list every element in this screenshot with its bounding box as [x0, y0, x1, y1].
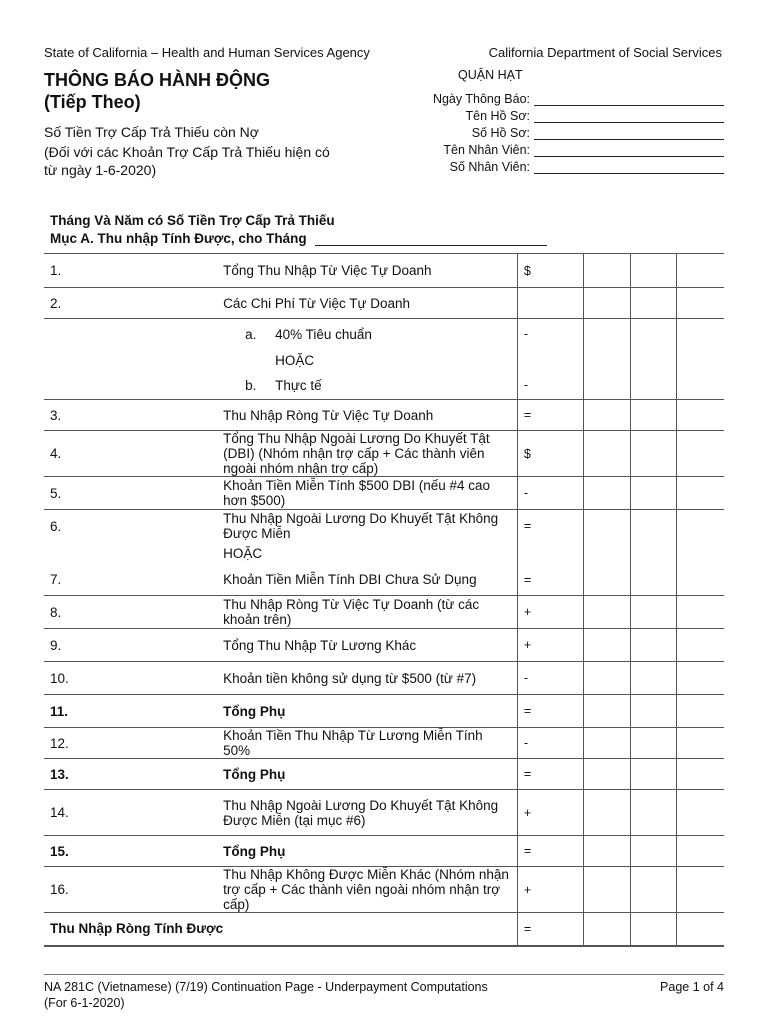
row-operator-cell[interactable] [517, 728, 583, 759]
case-number-field[interactable] [472, 123, 724, 140]
row-number-cell [44, 867, 223, 913]
row-label: Tổng Phụ [223, 766, 286, 782]
amount-cell[interactable] [630, 662, 676, 695]
row-operator: = [523, 844, 532, 858]
table-row [44, 629, 724, 662]
computation-table [44, 253, 724, 945]
row-number-cell [44, 477, 223, 510]
row-number-cell [44, 350, 223, 372]
amount-cell[interactable] [584, 913, 630, 945]
row-number: 14. [50, 805, 69, 820]
row-operator-cell[interactable] [517, 254, 583, 288]
row-label: Khoản Tiền Thu Nhập Từ Lương Miễn Tính 50% [223, 728, 483, 758]
row-number: a. [245, 326, 257, 342]
row-label: Tổng Phụ [223, 703, 286, 719]
table-row [44, 400, 724, 431]
row-label: Thu Nhập Ngoài Lương Do Khuyết Tật Không Được Miễn (tại mục #6) [223, 797, 499, 828]
row-operator-cell[interactable] [517, 319, 583, 350]
row-number-cell [44, 913, 223, 945]
row-number-cell [44, 431, 223, 477]
row-label-cell [223, 254, 517, 288]
row-number-cell [44, 543, 223, 565]
row-number: 16. [50, 882, 69, 897]
amount-cell[interactable] [584, 836, 630, 867]
row-number: 10. [50, 670, 69, 686]
amount-cell[interactable] [584, 477, 630, 510]
row-number-cell [44, 400, 223, 431]
row-operator: = [523, 921, 532, 936]
row-label: Khoản tiền không sử dụng từ $500 (từ #7) [223, 670, 477, 686]
amount-cell[interactable] [630, 867, 676, 913]
notice-date-line[interactable] [534, 91, 724, 106]
row-operator: - [523, 486, 529, 500]
row-number: 6. [50, 518, 62, 534]
row-operator: + [523, 605, 532, 619]
worker-name-field[interactable] [443, 140, 724, 157]
row-operator: - [523, 327, 529, 342]
notice-date-label: Ngày Thông Báo: [432, 92, 530, 106]
row-number-cell [44, 790, 223, 836]
row-operator: + [523, 638, 532, 652]
row-label-cell [223, 350, 517, 372]
amount-cell[interactable] [677, 867, 725, 913]
amount-cell[interactable] [584, 510, 630, 543]
table-row [44, 510, 724, 543]
amount-cell[interactable] [677, 728, 725, 759]
amount-cell[interactable] [630, 565, 676, 596]
row-operator: $ [523, 446, 531, 461]
row-operator-cell[interactable] [517, 400, 583, 431]
row-label-cell [223, 288, 517, 319]
amount-cell[interactable] [677, 790, 725, 836]
section-a-label: Mục A. Thu nhập Tính Được, cho Tháng [50, 231, 307, 246]
form-date: (For 6-1-2020) [44, 996, 125, 1010]
row-label-cell [223, 759, 517, 790]
subtitle-2: (Đối với các Khoản Trợ Cấp Trả Thiếu hiện có [44, 144, 330, 160]
table-row [44, 790, 724, 836]
table-row [44, 867, 724, 913]
row-label: Tổng Thu Nhập Từ Việc Tự Doanh [223, 263, 432, 278]
row-operator-cell[interactable] [517, 629, 583, 662]
amount-cell[interactable] [677, 836, 725, 867]
amount-cell[interactable] [677, 288, 725, 319]
worker-name-label: Tên Nhân Viên: [443, 143, 530, 157]
month-year-heading: Tháng Và Năm có Số Tiền Trợ Cấp Trả Thiếu [50, 213, 335, 228]
notice-title-cont: (Tiếp Theo) [44, 92, 141, 112]
row-label: Thu Nhập Ngoài Lương Do Khuyết Tật Không Được Miễn [223, 511, 499, 542]
row-label-cell [223, 431, 517, 477]
row-number: 15. [50, 843, 69, 859]
table-row [44, 543, 724, 565]
amount-cell[interactable] [677, 695, 725, 728]
row-operator-cell[interactable] [517, 836, 583, 867]
subtitle-3: từ ngày 1-6-2020) [44, 162, 157, 178]
row-label-cell [223, 629, 517, 662]
amount-cell[interactable] [677, 913, 725, 945]
amount-cell[interactable] [630, 372, 676, 400]
row-label-cell [223, 790, 517, 836]
case-name-line[interactable] [534, 108, 724, 123]
row-operator: = [523, 572, 532, 587]
row-label-cell [223, 400, 517, 431]
row-number-cell [44, 254, 223, 288]
row-number-cell [44, 319, 223, 350]
amount-cell[interactable] [584, 431, 630, 477]
amount-cell[interactable] [584, 867, 630, 913]
row-operator: - [523, 736, 529, 750]
amount-cell[interactable] [677, 319, 725, 350]
worker-number-field[interactable] [450, 157, 724, 174]
section-a-month-line[interactable] [315, 231, 547, 246]
amount-cell[interactable] [677, 629, 725, 662]
agency-left: State of California – Health and Human Services Agency [44, 45, 370, 60]
row-label: Tổng Thu Nhập Ngoài Lương Do Khuyết Tật (DBI) (Nhóm nhận trợ cấp + Các thành viên ngoài nhóm nhận trợ cấp) [223, 431, 490, 476]
amount-cell[interactable] [677, 662, 725, 695]
row-label-cell [223, 913, 517, 945]
notice-title: THÔNG BÁO HÀNH ĐỘNG [44, 70, 270, 90]
amount-cell[interactable] [584, 319, 630, 350]
case-name-label: Tên Hồ Sơ: [465, 109, 530, 123]
row-operator-cell[interactable] [517, 288, 583, 319]
row-label: Tổng Phụ [223, 843, 286, 859]
row-label: Tổng Thu Nhập Từ Lương Khác [223, 637, 417, 653]
amount-cell[interactable] [677, 350, 725, 372]
amount-cell[interactable] [584, 565, 630, 596]
row-label: Khoản Tiền Miễn Tính DBI Chưa Sử Dụng [223, 572, 477, 588]
table-row [44, 254, 724, 288]
row-number-cell [44, 565, 223, 596]
row-operator: = [523, 767, 532, 781]
amount-cell[interactable] [584, 400, 630, 431]
amount-cell[interactable] [630, 695, 676, 728]
amount-cell[interactable] [677, 477, 725, 510]
worker-name-line[interactable] [534, 142, 724, 157]
amount-cell[interactable] [584, 350, 630, 372]
row-operator: - [523, 378, 529, 393]
row-operator: + [523, 882, 532, 897]
subtitle-1: Số Tiền Trợ Cấp Trả Thiếu còn Nợ [44, 124, 259, 140]
amount-cell[interactable] [677, 254, 725, 288]
table-row [44, 836, 724, 867]
amount-cell[interactable] [677, 510, 725, 543]
row-operator-cell[interactable] [517, 477, 583, 510]
row-number-cell [44, 728, 223, 759]
amount-cell[interactable] [677, 565, 725, 596]
row-operator: $ [523, 263, 531, 278]
case-number-label: Số Hồ Sơ: [471, 126, 530, 140]
row-operator-cell[interactable] [517, 543, 583, 565]
table-row [44, 350, 724, 372]
table-row [44, 288, 724, 319]
row-label-cell [223, 477, 517, 510]
row-label: HOẶC [275, 353, 315, 368]
amount-cell[interactable] [677, 759, 725, 790]
table-row [44, 913, 724, 945]
amount-cell[interactable] [584, 372, 630, 400]
row-operator: = [523, 704, 532, 718]
table-row [44, 431, 724, 477]
worker-number-label: Số Nhân Viên: [449, 160, 530, 174]
amount-cell[interactable] [584, 254, 630, 288]
amount-cell[interactable] [630, 510, 676, 543]
row-number: 5. [50, 485, 62, 501]
amount-cell[interactable] [630, 543, 676, 565]
page-number: Page 1 of 4 [660, 980, 724, 994]
row-operator-cell[interactable] [517, 372, 583, 400]
amount-cell[interactable] [630, 400, 676, 431]
amount-cell[interactable] [677, 543, 725, 565]
table-row [44, 662, 724, 695]
amount-cell[interactable] [630, 728, 676, 759]
row-number: 9. [50, 637, 62, 653]
table-row [44, 596, 724, 629]
row-label: Thu Nhập Không Được Miễn Khác (Nhóm nhận trợ cấp + Các thành viên ngoài nhóm nhận trợ cấp) [223, 867, 509, 912]
row-number-cell [44, 288, 223, 319]
row-label: Thu Nhập Ròng Tính Được [50, 921, 224, 937]
row-operator: = [523, 519, 532, 534]
row-number-cell [44, 836, 223, 867]
row-number: 12. [50, 735, 69, 751]
row-number: 11. [50, 703, 69, 719]
amount-cell[interactable] [677, 431, 725, 477]
footer-rule [44, 974, 724, 975]
case-number-line[interactable] [534, 125, 724, 140]
row-number-cell [44, 372, 223, 400]
row-label: Thực tế [275, 377, 322, 393]
amount-cell[interactable] [584, 728, 630, 759]
amount-cell[interactable] [677, 596, 725, 629]
notice-date-field[interactable] [433, 89, 724, 106]
worker-number-line[interactable] [534, 159, 724, 174]
amount-cell[interactable] [584, 288, 630, 319]
row-number: b. [245, 377, 257, 393]
amount-cell[interactable] [630, 790, 676, 836]
table-row [44, 695, 724, 728]
row-operator-cell[interactable] [517, 565, 583, 596]
table-row [44, 759, 724, 790]
amount-cell[interactable] [584, 543, 630, 565]
row-label-cell [223, 319, 517, 350]
row-label-cell [223, 662, 517, 695]
amount-cell[interactable] [584, 759, 630, 790]
amount-cell[interactable] [630, 596, 676, 629]
table-row [44, 477, 724, 510]
row-number: 4. [50, 446, 62, 461]
row-operator-cell[interactable] [517, 662, 583, 695]
case-name-field[interactable] [466, 106, 724, 123]
row-label: 40% Tiêu chuẩn [275, 326, 372, 342]
amount-cell[interactable] [630, 350, 676, 372]
table-bottom-rule [44, 945, 724, 947]
amount-cell[interactable] [584, 629, 630, 662]
row-number: 7. [50, 572, 62, 588]
row-operator-cell[interactable] [517, 695, 583, 728]
row-label: Thu Nhập Ròng Từ Việc Tự Doanh [223, 407, 434, 423]
row-operator: - [523, 671, 529, 685]
row-number-cell [44, 510, 223, 543]
row-label-cell [223, 510, 517, 543]
row-number-cell [44, 596, 223, 629]
row-label-cell [223, 836, 517, 867]
row-label: Các Chi Phí Từ Việc Tự Doanh [223, 295, 411, 311]
amount-cell[interactable] [630, 431, 676, 477]
row-label: Thu Nhập Ròng Từ Việc Tự Doanh (từ các khoản trên) [223, 597, 480, 627]
amount-cell[interactable] [584, 596, 630, 629]
row-operator-cell[interactable] [517, 350, 583, 372]
row-label-cell [223, 695, 517, 728]
amount-cell[interactable] [630, 836, 676, 867]
row-operator-cell[interactable] [517, 431, 583, 477]
row-number-cell [44, 759, 223, 790]
row-operator: + [523, 805, 532, 820]
amount-cell[interactable] [677, 372, 725, 400]
section-a-heading [50, 231, 547, 246]
amount-cell[interactable] [630, 629, 676, 662]
row-label-cell [223, 543, 517, 565]
row-operator-cell[interactable] [517, 790, 583, 836]
row-label-cell [223, 728, 517, 759]
row-number: 13. [50, 766, 69, 782]
amount-cell[interactable] [630, 254, 676, 288]
row-operator-cell[interactable] [517, 867, 583, 913]
row-label: Khoản Tiền Miễn Tính $500 DBI (nếu #4 cao hơn $500) [223, 478, 491, 508]
amount-cell[interactable] [584, 790, 630, 836]
row-number: 1. [50, 263, 62, 278]
table-row [44, 565, 724, 596]
table-row [44, 728, 724, 759]
amount-cell[interactable] [630, 759, 676, 790]
row-number: 2. [50, 295, 62, 311]
form-id: NA 281C (Vietnamese) (7/19) Continuation Page - Underpayment Computations [44, 980, 488, 994]
amount-cell[interactable] [630, 288, 676, 319]
county-label: QUẬN HẠT [458, 68, 523, 82]
amount-cell[interactable] [630, 913, 676, 945]
row-label-cell [223, 372, 517, 400]
row-operator-cell[interactable] [517, 596, 583, 629]
table-row [44, 319, 724, 350]
table-row [44, 372, 724, 400]
row-number-cell [44, 662, 223, 695]
row-number: 8. [50, 604, 62, 620]
amount-cell[interactable] [630, 319, 676, 350]
row-number-cell [44, 695, 223, 728]
row-operator-cell[interactable] [517, 913, 583, 945]
row-label-cell [223, 565, 517, 596]
row-number-cell [44, 629, 223, 662]
amount-cell[interactable] [677, 400, 725, 431]
row-number: 3. [50, 407, 62, 423]
amount-cell[interactable] [630, 477, 676, 510]
amount-cell[interactable] [584, 695, 630, 728]
row-label-cell [223, 596, 517, 629]
row-operator-cell[interactable] [517, 759, 583, 790]
row-operator: = [523, 408, 532, 422]
row-label-cell [223, 867, 517, 913]
row-label: HOẶC [223, 546, 263, 561]
amount-cell[interactable] [584, 662, 630, 695]
row-operator-cell[interactable] [517, 510, 583, 543]
agency-right: California Department of Social Services [488, 45, 722, 60]
